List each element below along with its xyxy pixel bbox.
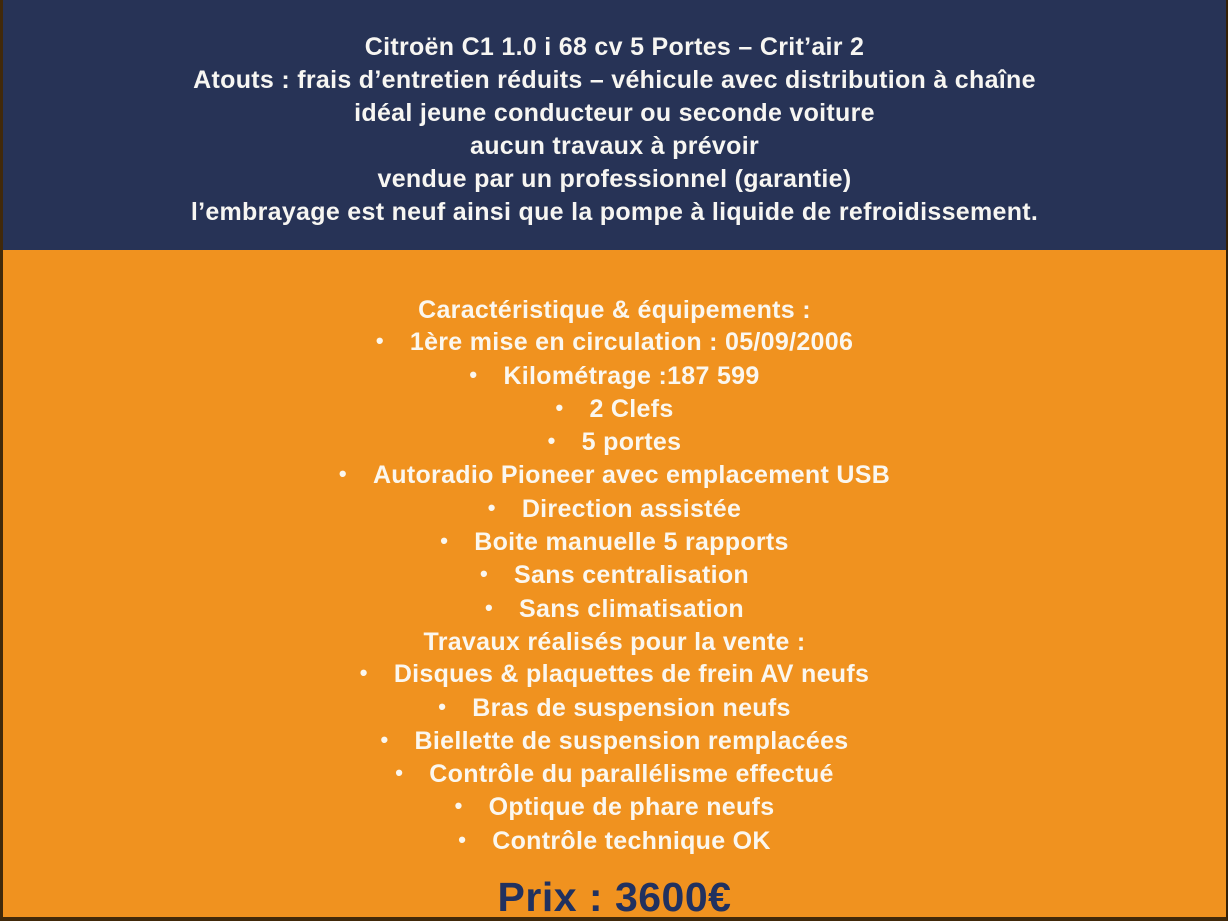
list-item [3, 360, 1226, 393]
header-line-embrayage: l’embrayage est neuf ainsi que la pompe à liquide de refroidissement. [190, 198, 1039, 226]
list-item-label: Optique de phare neufs [488, 793, 775, 822]
bullet-icon: • [458, 826, 467, 852]
bullet-icon: • [359, 660, 368, 686]
header-line-ideal: idéal jeune conducteur ou seconde voiture [354, 99, 875, 127]
bullet-icon: • [485, 594, 494, 620]
header-banner [3, 0, 1226, 250]
list-item [3, 658, 1226, 691]
bullet-icon: • [480, 561, 489, 587]
bullet-icon: • [555, 394, 564, 420]
list-item-label: Biellette de suspension remplacées [414, 726, 849, 755]
list-item-label: 2 Clefs [589, 394, 674, 423]
price-label: Prix : 3600€ [497, 874, 732, 921]
list-item [3, 493, 1226, 526]
list-item [3, 725, 1226, 758]
bullet-icon: • [395, 760, 404, 786]
header-line-professionnel: vendue par un professionnel (garantie) [377, 165, 852, 193]
list-item-label: Boite manuelle 5 rapports [474, 528, 789, 557]
details-section [3, 250, 1226, 921]
bullet-icon: • [440, 528, 449, 554]
list-item-label: Bras de suspension neufs [472, 693, 791, 722]
bullet-icon: • [380, 726, 389, 752]
list-item [3, 459, 1226, 492]
list-item [3, 758, 1226, 791]
list-item [3, 791, 1226, 824]
bullet-icon: • [338, 461, 347, 487]
list-item [3, 593, 1226, 626]
list-item-label: Kilométrage :187 599 [503, 361, 760, 390]
list-item-label: Direction assistée [521, 494, 742, 523]
list-item [3, 692, 1226, 725]
list-item-label: 5 portes [581, 428, 682, 457]
bullet-icon: • [375, 328, 384, 354]
bullet-icon: • [438, 693, 447, 719]
list-item-label: 1ère mise en circulation : 05/09/2006 [409, 328, 854, 357]
list-item [3, 426, 1226, 459]
section-title-travaux: Travaux réalisés pour la vente : [423, 627, 806, 656]
list-item-label: Sans centralisation [514, 561, 749, 590]
list-item-label: Disques & plaquettes de frein AV neufs [393, 660, 870, 689]
list-item-label: Contrôle du parallélisme effectué [429, 760, 834, 789]
header-line-atouts: Atouts : frais d’entretien réduits – véhicule avec distribution à chaîne [193, 66, 1036, 94]
bullet-icon: • [487, 494, 496, 520]
list-item [3, 393, 1226, 426]
bullet-icon: • [547, 428, 556, 454]
section-title-equipements: Caractéristique & équipements : [418, 296, 811, 324]
header-line-travaux: aucun travaux à prévoir [470, 132, 759, 160]
list-item [3, 526, 1226, 559]
list-item-label: Sans climatisation [519, 594, 744, 623]
list-item [3, 559, 1226, 592]
bullet-icon: • [454, 793, 463, 819]
bullet-icon: • [469, 361, 478, 387]
car-title: Citroën C1 1.0 i 68 cv 5 Portes – Crit’air 2 [364, 33, 865, 61]
list-item [3, 326, 1226, 359]
list-item-label: Contrôle technique OK [492, 826, 771, 855]
list-item-label: Autoradio Pioneer avec emplacement USB [372, 461, 891, 490]
list-item [3, 825, 1226, 858]
